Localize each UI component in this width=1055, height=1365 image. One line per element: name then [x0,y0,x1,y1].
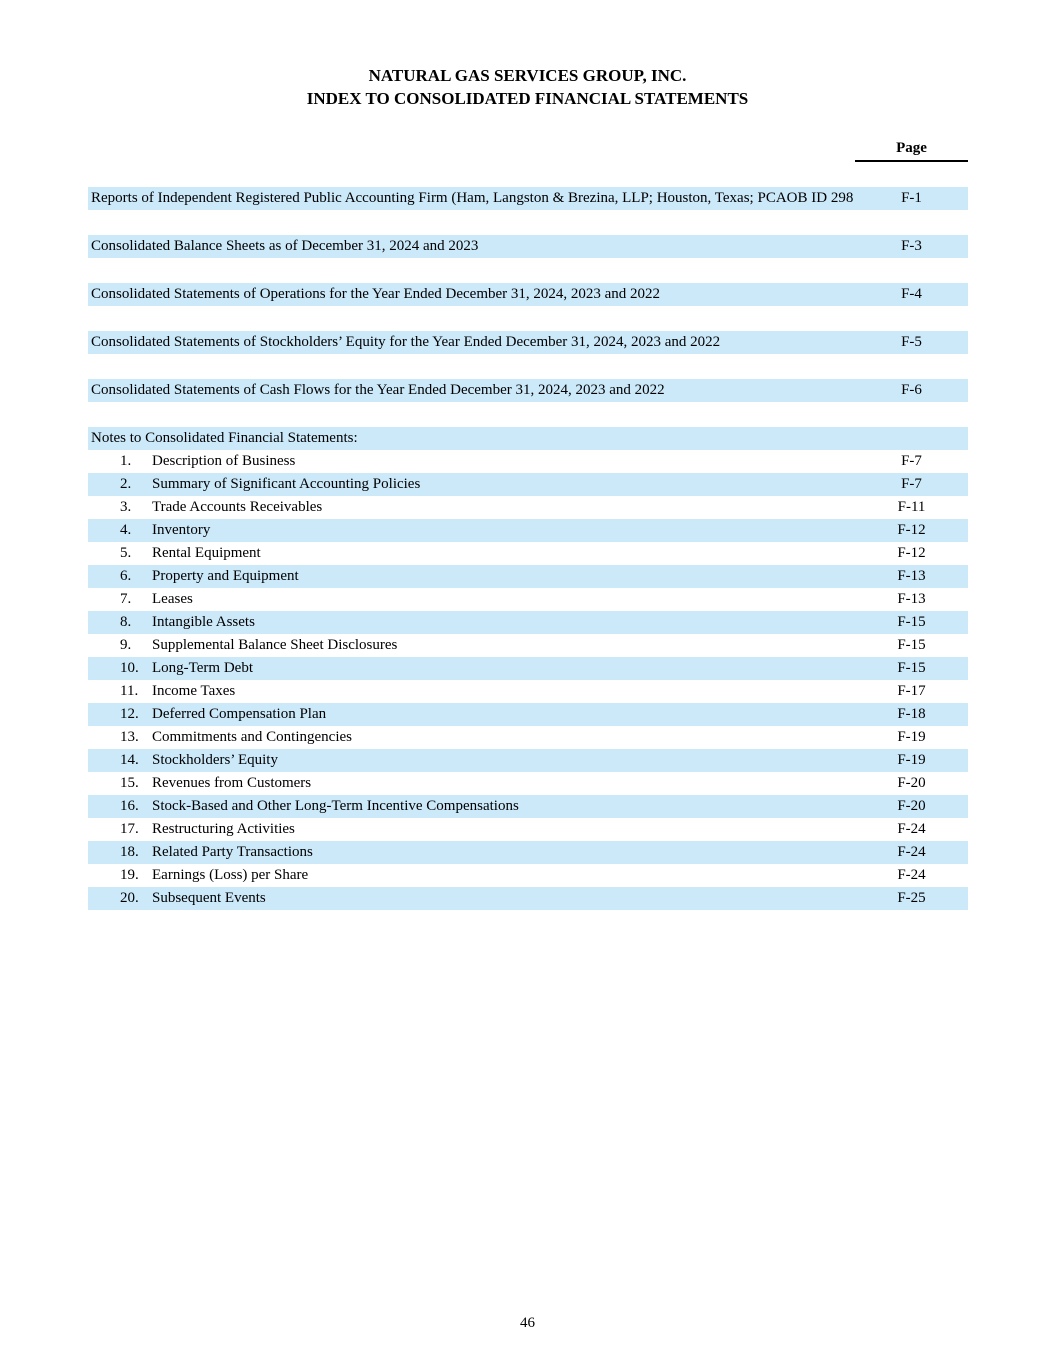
note-label: Inventory [152,522,211,538]
note-page-number: F-20 [897,775,926,791]
row-page-number: F-3 [901,238,922,254]
index-row [88,331,968,354]
row-page-number: F-6 [901,382,922,398]
row-spacer [88,210,968,235]
note-number: 18. [120,844,139,860]
note-page-number: F-13 [897,591,926,607]
note-label: Subsequent Events [152,890,266,906]
note-label: Intangible Assets [152,614,255,630]
row-page-number: F-4 [901,286,922,302]
row-spacer [88,258,968,283]
note-row [88,588,968,611]
note-row [88,680,968,703]
row-spacer [88,402,968,427]
note-page-number: F-25 [897,890,926,906]
note-page-number: F-15 [897,614,926,630]
note-page-number: F-13 [897,568,926,584]
note-row [88,450,968,473]
note-row [88,841,968,864]
row-spacer [88,354,968,379]
note-row [88,726,968,749]
note-number: 20. [120,890,139,906]
note-number: 13. [120,729,139,745]
row-label: Consolidated Statements of Cash Flows for the Year Ended December 31, 2024, 2023 and 2022 [91,382,665,398]
note-number: 11. [120,683,139,699]
note-row [88,496,968,519]
index-row [88,283,968,306]
note-row [88,887,968,910]
note-number: 17. [120,821,139,837]
note-label: Revenues from Customers [152,775,312,791]
note-page-number: F-7 [901,453,922,469]
row-label: Consolidated Statements of Stockholders’ Equity for the Year Ended December 31, 2024, 2023 and 2022 [91,334,721,350]
note-row [88,864,968,887]
note-label: Stockholders’ Equity [152,752,278,768]
note-page-number: F-7 [901,476,922,492]
note-label: Commitments and Contingencies [152,729,352,745]
note-page-number: F-11 [897,499,926,515]
note-page-number: F-19 [897,729,926,745]
note-page-number: F-12 [897,545,926,561]
note-row [88,703,968,726]
note-number: 15. [120,775,139,791]
index-row [88,187,968,210]
note-number: 1. [120,453,132,469]
note-page-number: F-24 [897,821,926,837]
note-page-number: F-17 [897,683,926,699]
note-number: 12. [120,706,139,722]
note-label: Long-Term Debt [152,660,254,676]
notes-header-row [88,427,968,450]
note-row [88,473,968,496]
note-label: Income Taxes [152,683,236,699]
note-label: Rental Equipment [152,545,261,561]
note-row [88,542,968,565]
note-label: Restructuring Activities [152,821,295,837]
note-row [88,634,968,657]
note-label: Stock-Based and Other Long-Term Incentive Compensations [152,798,519,814]
index-title: INDEX TO CONSOLIDATED FINANCIAL STATEMENTS [306,89,749,108]
note-label: Related Party Transactions [152,844,313,860]
note-number: 9. [120,637,132,653]
note-page-number: F-15 [897,637,926,653]
row-label: Consolidated Statements of Operations for the Year Ended December 31, 2024, 2023 and 2022 [91,286,661,302]
index-row [88,379,968,402]
note-label: Supplemental Balance Sheet Disclosures [152,637,398,653]
row-spacer [88,306,968,331]
footer-page-number: 46 [520,1315,535,1331]
note-label: Deferred Compensation Plan [152,706,327,722]
note-page-number: F-12 [897,522,926,538]
note-page-number: F-18 [897,706,926,722]
note-row [88,795,968,818]
note-number: 19. [120,867,139,883]
note-label: Earnings (Loss) per Share [152,867,309,883]
index-row [88,235,968,258]
page-column-header-row [88,140,968,162]
document-title [0,0,1055,110]
note-page-number: F-15 [897,660,926,676]
note-page-number: F-19 [897,752,926,768]
note-number: 2. [120,476,132,492]
note-label: Description of Business [152,453,296,469]
notes-rows [88,450,968,910]
note-number: 10. [120,660,139,676]
note-number: 5. [120,545,132,561]
index-content [88,140,968,910]
note-row [88,749,968,772]
note-number: 6. [120,568,132,584]
note-label: Summary of Significant Accounting Policies [152,476,421,492]
note-page-number: F-24 [897,867,926,883]
note-row [88,657,968,680]
row-page-number: F-5 [901,334,922,350]
note-page-number: F-24 [897,844,926,860]
page-column-header: Page [855,140,968,162]
company-name: NATURAL GAS SERVICES GROUP, INC. [368,66,687,85]
row-label: Consolidated Balance Sheets as of December 31, 2024 and 2023 [91,238,479,254]
note-number: 7. [120,591,132,607]
note-number: 14. [120,752,139,768]
notes-header-label: Notes to Consolidated Financial Statements: [91,430,358,446]
note-label: Property and Equipment [152,568,299,584]
statement-rows [88,187,968,427]
row-page-number: F-1 [901,190,922,206]
note-row [88,519,968,542]
note-number: 4. [120,522,132,538]
row-label: Reports of Independent Registered Public Accounting Firm (Ham, Langston & Brezina, LLP; Houston, Texas; PCAOB ID 298 [91,190,854,206]
note-row [88,772,968,795]
note-number: 16. [120,798,139,814]
note-number: 3. [120,499,132,515]
note-row [88,565,968,588]
note-row [88,611,968,634]
note-label: Leases [152,591,193,607]
note-number: 8. [120,614,132,630]
note-row [88,818,968,841]
note-page-number: F-20 [897,798,926,814]
note-label: Trade Accounts Receivables [152,499,323,515]
